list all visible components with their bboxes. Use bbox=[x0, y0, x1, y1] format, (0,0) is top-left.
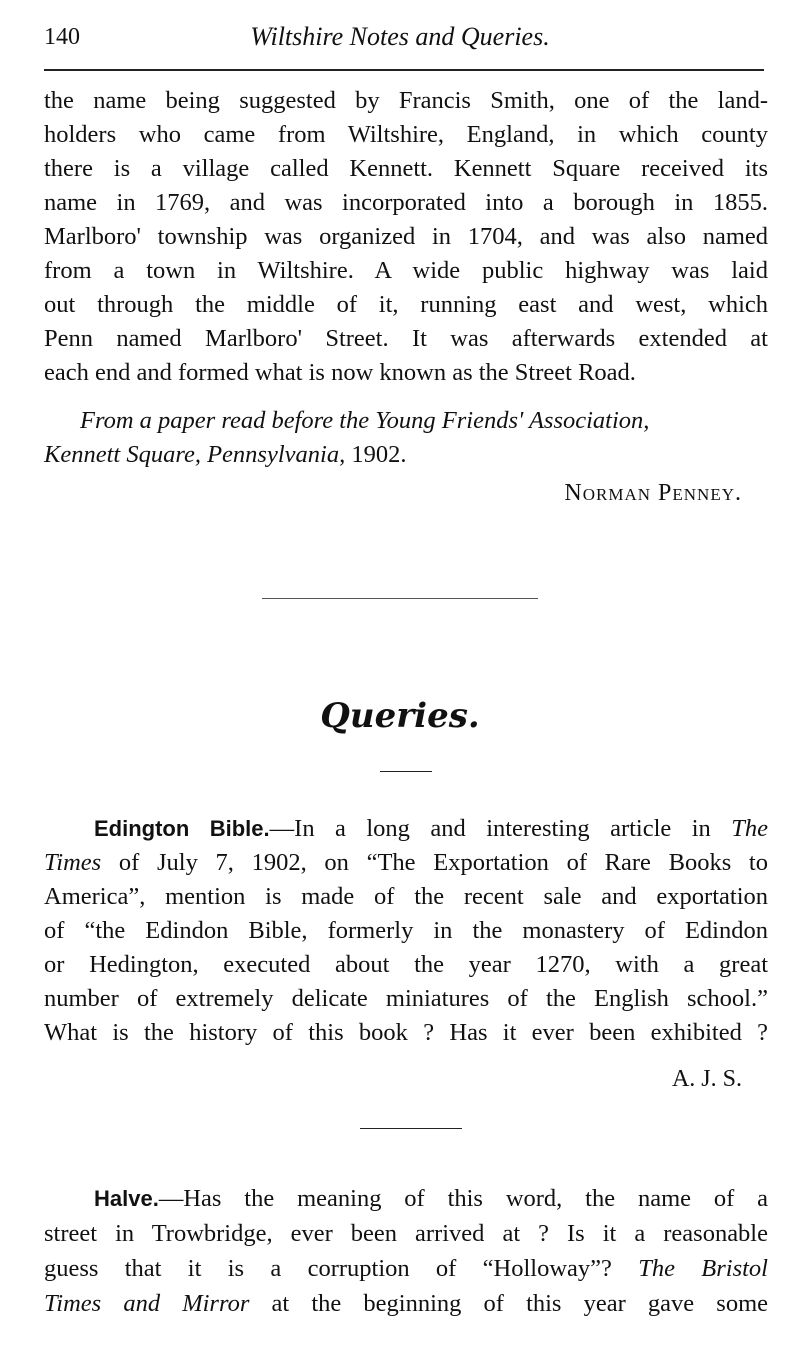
text-segment: Marlboro' township was organized in 1704, and was also named bbox=[44, 223, 768, 250]
text-segment: of “the Edindon Bible, formerly in the monastery of Edindon bbox=[44, 917, 768, 944]
text-line bbox=[44, 118, 768, 152]
italic-text: From a paper read before the Young Friends' Association, bbox=[80, 407, 650, 434]
text-segment: from a town in Wiltshire. A wide public highway was laid bbox=[44, 257, 768, 284]
text-line bbox=[44, 356, 768, 390]
italic-text: Kennett Square, Pennsylvania, bbox=[44, 441, 352, 468]
signature-ajs: A. J. S. bbox=[671, 1066, 742, 1092]
page-number: 140 bbox=[44, 24, 80, 50]
text-line bbox=[80, 404, 768, 438]
text-line bbox=[44, 186, 768, 220]
text-line bbox=[44, 152, 768, 186]
text-segment: holders who came from Wiltshire, England, in which county bbox=[44, 121, 768, 148]
text-line bbox=[44, 948, 768, 982]
text-line bbox=[44, 84, 768, 118]
text-line bbox=[44, 438, 768, 472]
text-segment: America”, mention is made of the recent sale and exportation bbox=[44, 883, 768, 910]
text-line bbox=[44, 880, 768, 914]
header-rule bbox=[44, 69, 764, 71]
section-heading: Queries. bbox=[320, 696, 480, 736]
text-segment: —In a long and interesting article in bbox=[269, 815, 732, 842]
query-separator bbox=[360, 1128, 462, 1129]
text-segment: each end and formed what is now known as the Street Road. bbox=[44, 359, 636, 386]
text-line bbox=[44, 220, 768, 254]
text-segment: 1902. bbox=[351, 441, 407, 468]
text-line bbox=[44, 1016, 768, 1050]
text-line bbox=[44, 1252, 768, 1286]
text-line bbox=[44, 254, 768, 288]
text-segment: or Hedington, executed about the year 1270, with a great bbox=[44, 951, 768, 978]
text-segment: Penn named Marlboro' Street. It was afterwards extended at bbox=[44, 325, 768, 352]
text-segment: the name being suggested by Francis Smith, one of the land- bbox=[44, 87, 768, 114]
heading-rule bbox=[380, 771, 432, 772]
text-segment: of July 7, 1902, on “The Exportation of Rare Books to bbox=[101, 849, 768, 876]
text-segment: number of extremely delicate miniatures of the English school.” bbox=[44, 985, 768, 1012]
text-segment: there is a village called Kennett. Kennett Square received its bbox=[44, 155, 768, 182]
text-line bbox=[44, 846, 768, 880]
text-line bbox=[44, 1287, 768, 1321]
text-line bbox=[44, 1217, 768, 1251]
text-line bbox=[44, 322, 768, 356]
text-line bbox=[44, 914, 768, 948]
italic-text: The Bristol bbox=[638, 1255, 768, 1282]
italic-text: The bbox=[731, 815, 768, 842]
section-separator bbox=[262, 598, 538, 599]
text-line bbox=[44, 288, 768, 322]
query-title: Edington Bible. bbox=[94, 816, 270, 841]
text-line bbox=[94, 812, 768, 846]
text-segment: street in Trowbridge, ever been arrived at ? Is it a reasonable bbox=[44, 1220, 768, 1247]
text-segment: at the beginning of this year gave some bbox=[249, 1290, 769, 1317]
italic-text: Times bbox=[44, 849, 102, 876]
text-segment: What is the history of this book ? Has it ever been exhibited ? bbox=[44, 1019, 768, 1046]
signature-norman-penney: Norman Penney. bbox=[564, 480, 742, 506]
running-title: Wiltshire Notes and Queries. bbox=[250, 22, 550, 51]
italic-text: Times and Mirror bbox=[44, 1290, 250, 1317]
text-line bbox=[94, 1182, 768, 1216]
text-segment: —Has the meaning of this word, the name of a bbox=[158, 1185, 768, 1212]
text-segment: guess that it is a corruption of “Holloway”? bbox=[44, 1255, 639, 1282]
text-segment: name in 1769, and was incorporated into a borough in 1855. bbox=[44, 189, 768, 216]
text-segment: out through the middle of it, running east and west, which bbox=[44, 291, 768, 318]
query-title: Halve. bbox=[94, 1186, 159, 1211]
text-line bbox=[44, 982, 768, 1016]
